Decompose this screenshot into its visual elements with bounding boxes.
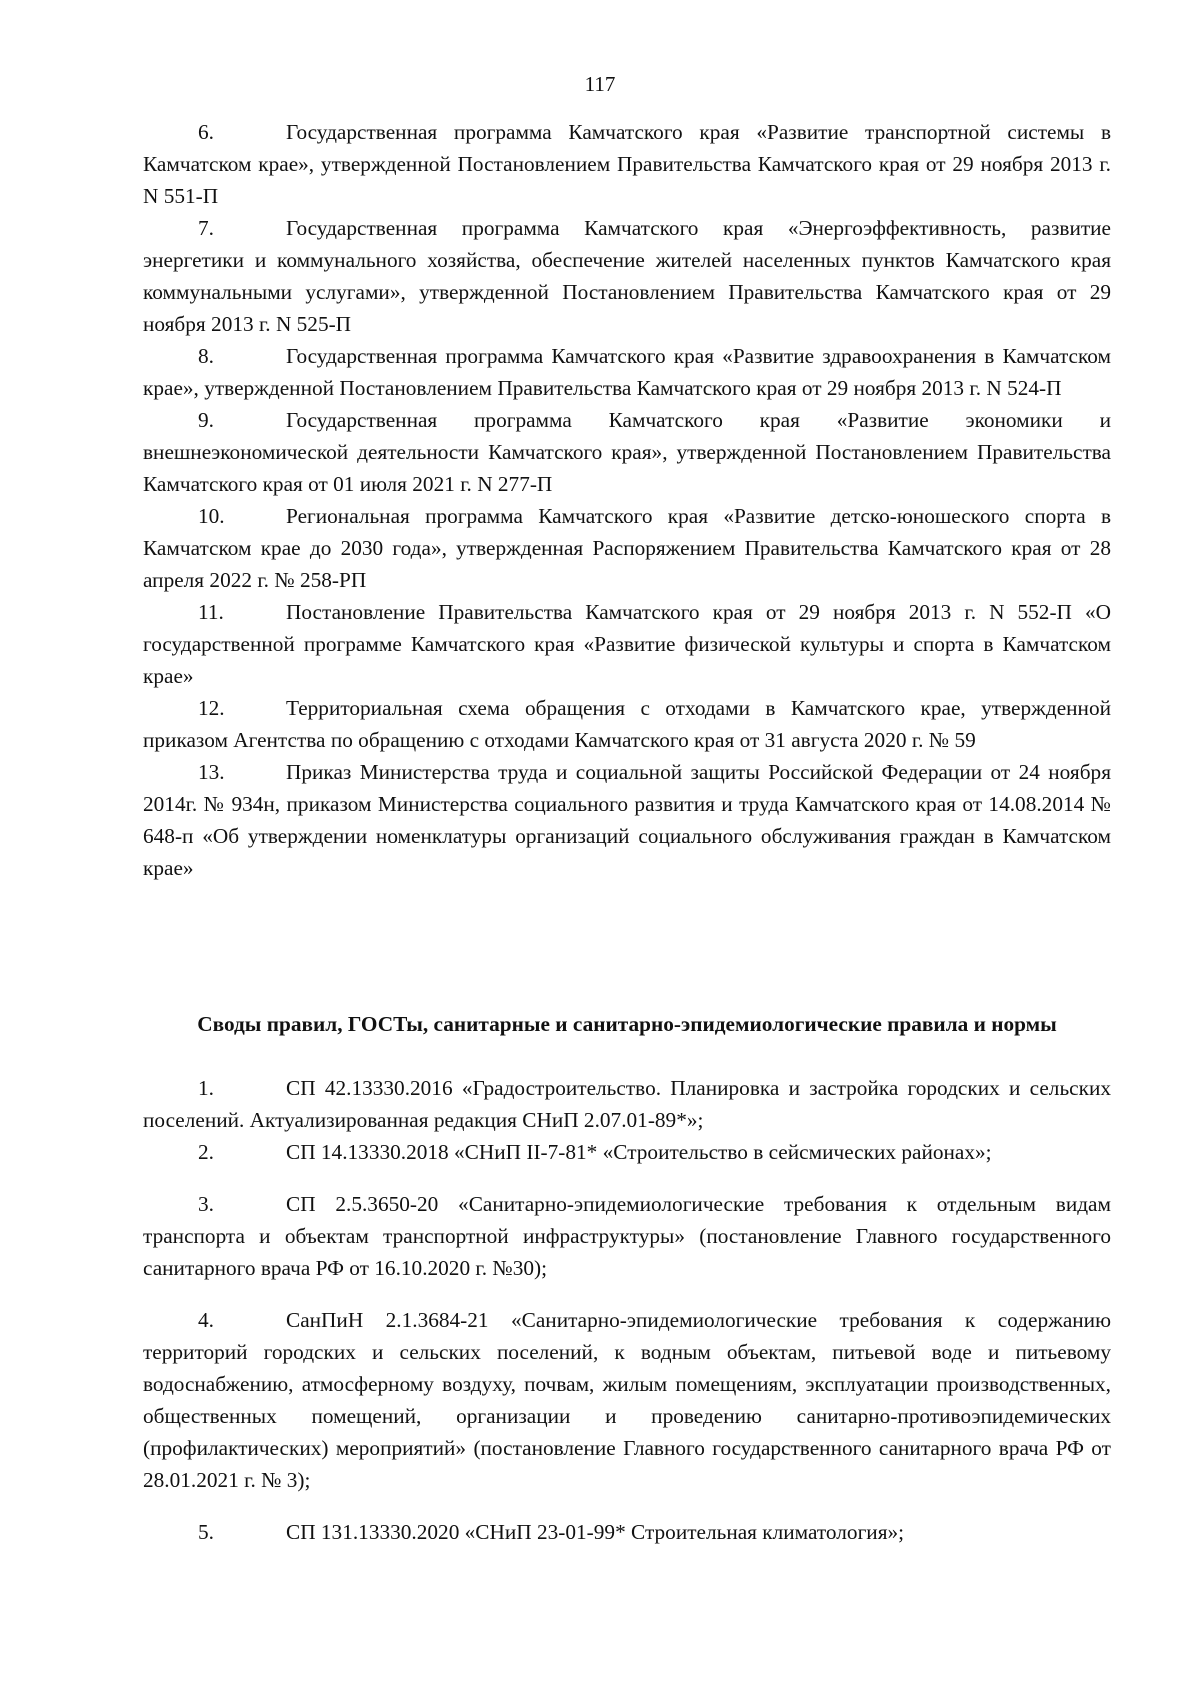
list-item xyxy=(143,1136,1111,1168)
list-item xyxy=(143,1304,1111,1496)
list-item xyxy=(143,500,1111,596)
page-number: 117 xyxy=(584,72,616,96)
item-text: СП 2.5.3650-20 «Санитарно-эпидемиологические требования к отдельным видам транспорта и объектам транспортной инфраструктуры» (постановление Главного государственного санитарного врача РФ от 16.10.2020 г. №30); xyxy=(143,1192,1111,1280)
list-item xyxy=(143,1072,1111,1136)
item-text: Государственная программа Камчатского края «Энергоэффективность, развитие энергетики и коммунального хозяйства, обеспечение жителей населенных пунктов Камчатского края коммунальными услугами», утвержденной Постановлением Правительства Камчатского края от 29 ноября 2013 г. N 525-П xyxy=(143,216,1111,336)
item-number: 11. xyxy=(198,600,224,624)
item-number: 10. xyxy=(198,504,225,528)
item-text: Постановление Правительства Камчатского края от 29 ноября 2013 г. N 552-П «О государственной программе Камчатского края «Развитие физической культуры и спорта в Камчатском крае» xyxy=(143,600,1111,688)
item-text: Региональная программа Камчатского края «Развитие детско-юношеского спорта в Камчатском крае до 2030 года», утвержденная Распоряжением Правительства Камчатского края от 28 апреля 2022 г. № 258-РП xyxy=(143,504,1111,592)
list-item xyxy=(143,340,1111,404)
item-number: 2. xyxy=(198,1140,214,1164)
list-item xyxy=(143,756,1111,884)
list-item xyxy=(143,1516,1111,1548)
list-item xyxy=(143,596,1111,692)
item-number: 9. xyxy=(198,408,214,432)
list-item xyxy=(143,1188,1111,1284)
item-text: Приказ Министерства труда и социальной защиты Российской Федерации от 24 ноября 2014г. № 934н, приказом Министерства социального развития и труда Камчатского края от 14.08.2014 № 648-п «Об утверждении номенклатуры организаций социального обслуживания граждан в Камчатском крае» xyxy=(143,760,1111,880)
item-number: 4. xyxy=(198,1308,214,1332)
list-item xyxy=(143,116,1111,212)
item-text: Государственная программа Камчатского края «Развитие транспортной системы в Камчатском крае», утвержденной Постановлением Правительства Камчатского края от 29 ноября 2013 г. N 551-П xyxy=(143,120,1111,208)
item-text: Государственная программа Камчатского края «Развитие экономики и внешнеэкономической деятельности Камчатского края», утвержденной Постановлением Правительства Камчатского края от 01 июля 2021 г. N 277-П xyxy=(143,408,1111,496)
item-number: 3. xyxy=(198,1192,214,1216)
list-item xyxy=(143,692,1111,756)
item-text: СП 42.13330.2016 «Градостроительство. Планировка и застройка городских и сельских поселений. Актуализированная редакция СНиП 2.07.01-89*»; xyxy=(143,1076,1111,1132)
item-number: 8. xyxy=(198,344,214,368)
section-heading: Своды правил, ГОСТы, санитарные и санитарно-эпидемиологические правила и нормы xyxy=(197,1012,1057,1036)
item-number: 12. xyxy=(198,696,225,720)
item-number: 1. xyxy=(198,1076,214,1100)
item-number: 13. xyxy=(198,760,225,784)
list-item xyxy=(143,404,1111,500)
item-text: Государственная программа Камчатского края «Развитие здравоохранения в Камчатском крае», утвержденной Постановлением Правительства Камчатского края от 29 ноября 2013 г. N 524-П xyxy=(143,344,1111,400)
item-text: СанПиН 2.1.3684-21 «Санитарно-эпидемиологические требования к содержанию территорий городских и сельских поселений, к водным объектам, питьевой воде и питьевому водоснабжению, атмосферному воздуху, почвам, жилым помещениям, эксплуатации производственных, общественных помещений, организации и проведению санитарно-противоэпидемических (профилактических) мероприятий» (постановление Главного государственного санитарного врача РФ от 28.01.2021 г. № 3); xyxy=(143,1308,1111,1492)
item-number: 5. xyxy=(198,1520,214,1544)
item-text: СП 14.13330.2018 «СНиП II-7-81* «Строительство в сейсмических районах»; xyxy=(286,1140,992,1164)
item-number: 7. xyxy=(198,216,214,240)
norms-list xyxy=(143,1072,1111,1548)
list-item xyxy=(143,212,1111,340)
item-number: 6. xyxy=(198,120,214,144)
item-text: СП 131.13330.2020 «СНиП 23-01-99* Строительная климатология»; xyxy=(286,1520,905,1544)
programs-list xyxy=(143,116,1111,884)
item-text: Территориальная схема обращения с отходами в Камчатского крае, утвержденной приказом Агентства по обращению с отходами Камчатского края от 31 августа 2020 г. № 59 xyxy=(143,696,1111,752)
